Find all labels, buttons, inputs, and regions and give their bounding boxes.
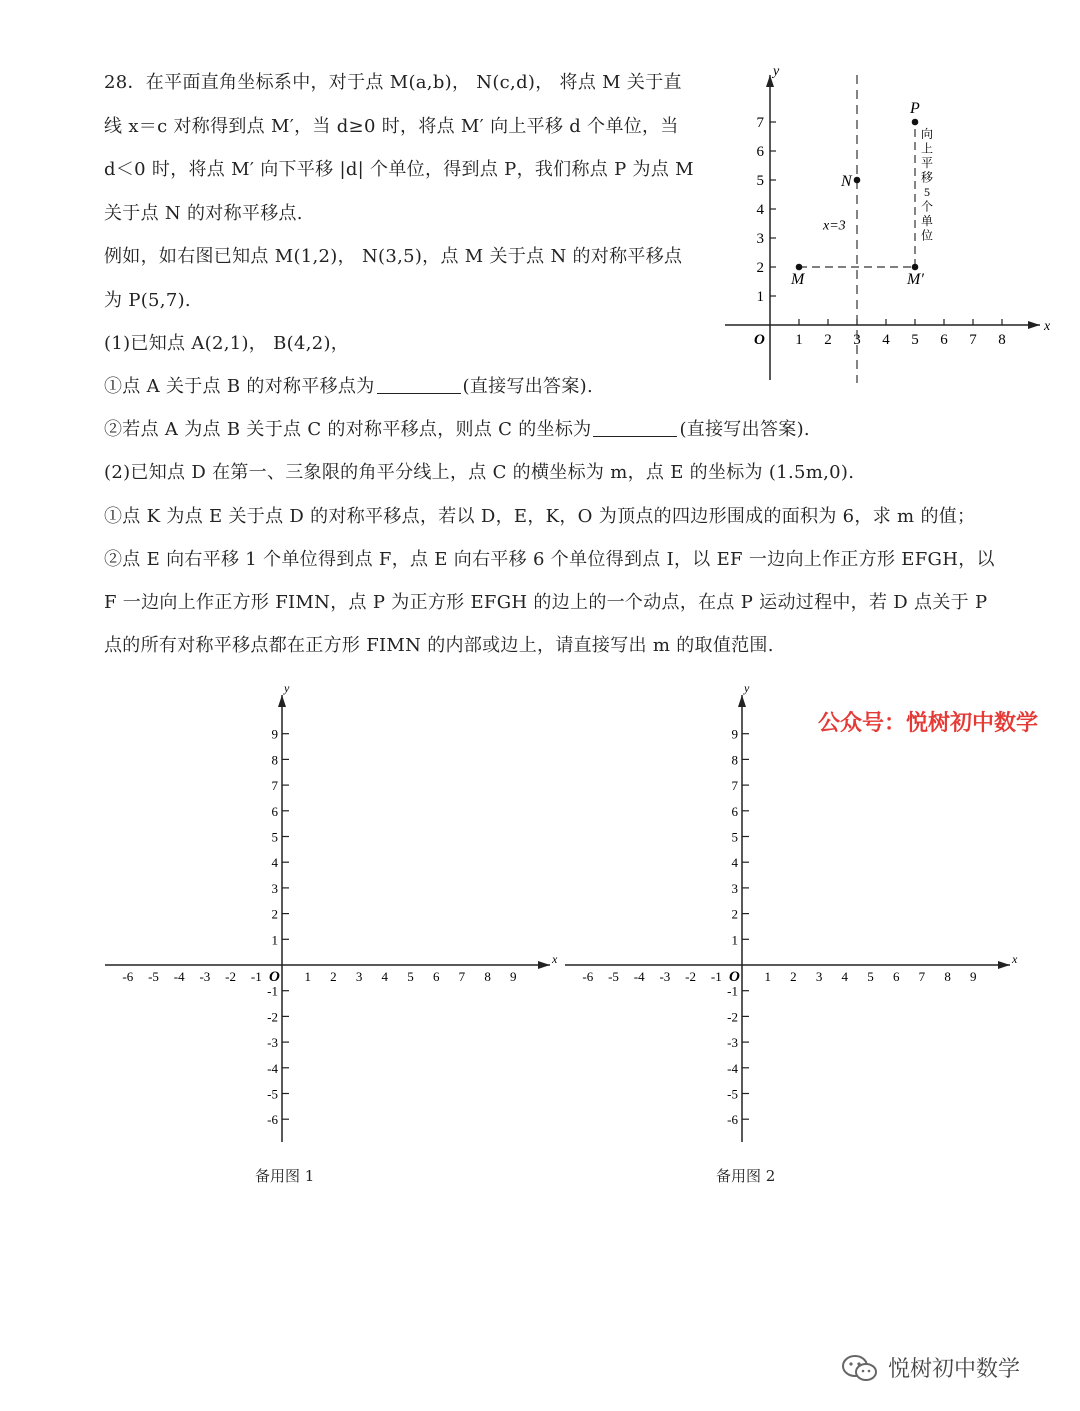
- grid2-y-tick-label: -6: [727, 1112, 738, 1128]
- grid1-y-axis-label: y: [284, 681, 290, 695]
- grid1-y-tick-label: -6: [267, 1112, 278, 1128]
- grid2-x-axis-label: x: [1012, 952, 1018, 966]
- x-tick-label: 8: [998, 332, 1006, 348]
- grid1-x-tick-label: 3: [355, 969, 363, 984]
- x-tick-label: 2: [824, 332, 832, 348]
- grid1-y-tick-label: 4: [271, 855, 278, 871]
- answer-blank-1[interactable]: [377, 375, 461, 394]
- point-label: P: [910, 100, 920, 117]
- part1-intro: (1)已知点 A(2,1)， B(4,2)，: [104, 333, 350, 354]
- grid2-x-tick-label: -4: [633, 969, 645, 984]
- point-label: M: [791, 271, 805, 288]
- y-tick-label: 6: [756, 144, 764, 160]
- origin-label: O: [754, 332, 765, 348]
- caption-fig-2: 备用图 2: [716, 1167, 776, 1185]
- part1-question-1: [104, 372, 593, 398]
- x-axis-arrow: [1028, 321, 1040, 329]
- grid2-y-tick-label: 3: [731, 880, 738, 896]
- q2-suffix: (直接写出答案).: [679, 419, 810, 440]
- point-marker: [854, 177, 861, 184]
- grid2-y-tick-label: 4: [731, 855, 738, 871]
- grid1-y-tick-label: 7: [271, 778, 278, 794]
- grid2-x-axis-arrow: [998, 961, 1010, 969]
- y-tick-label: 7: [756, 115, 764, 131]
- footer-account-name: 悦树初中数学: [888, 1357, 1021, 1382]
- q1-suffix: (直接写出答案).: [462, 376, 593, 397]
- grid1-y-tick-label: 3: [271, 880, 278, 896]
- shift-annotation-char: 单: [920, 213, 934, 228]
- grid2-y-tick-label: 7: [731, 778, 738, 794]
- grid2-y-tick-label: 2: [731, 906, 738, 922]
- spare-grid-1: [95, 675, 565, 1150]
- grid2-x-tick-label: -5: [608, 969, 619, 984]
- point-label: M′: [907, 271, 924, 288]
- part2-intro: (2)已知点 D 在第一、三象限的角平分线上，点 C 的横坐标为 m，点 E 的坐标为 (1.5m,0).: [104, 462, 855, 483]
- shift-annotation-char: 5: [924, 184, 930, 199]
- grid1-y-tick-label: 2: [271, 906, 278, 922]
- grid2-y-tick-label: 6: [731, 803, 738, 819]
- part2-question-2-line-1: ②点 E 向右平移 1 个单位得到点 F，点 E 向右平移 6 个单位得到点 I，以 EF 一边向上作正方形 EFGH，以: [104, 549, 995, 570]
- grid2-x-tick-label: 9: [970, 969, 977, 984]
- grid2-y-tick-label: -3: [727, 1035, 738, 1051]
- x-tick-label: 1: [795, 332, 803, 348]
- y-tick-label: 1: [756, 289, 764, 305]
- grid1-y-tick-label: 5: [271, 829, 278, 845]
- grid2-y-tick-label: -5: [727, 1086, 738, 1102]
- grid2-x-tick-label: 4: [841, 969, 849, 984]
- answer-blank-2[interactable]: [593, 418, 677, 437]
- x-tick-label: 4: [882, 332, 890, 348]
- shift-annotation-char: 移: [920, 170, 934, 185]
- shift-annotation-char: 上: [920, 141, 934, 156]
- point-label: N: [841, 173, 852, 190]
- grid2-x-tick-label: -3: [659, 969, 671, 984]
- grid2-y-axis-arrow: [738, 695, 746, 707]
- grid2-x-tick-label: 3: [815, 969, 823, 984]
- symmetry-line-label: x=3: [823, 218, 846, 234]
- y-tick-label: 5: [756, 173, 764, 189]
- grid2-y-tick-label: -2: [727, 1009, 738, 1025]
- y-tick-label: 2: [756, 260, 764, 276]
- grid1-x-tick-label: 2: [330, 969, 337, 984]
- grid1-x-tick-label: 6: [432, 969, 440, 984]
- grid1-y-tick-label: 6: [271, 803, 278, 819]
- point-marker: [912, 119, 919, 126]
- watermark-text: 公众号：悦树初中数学: [818, 711, 1039, 736]
- spare-grid-2: [555, 675, 1025, 1150]
- grid2-y-tick-label: 8: [731, 752, 738, 768]
- grid1-y-tick-label: -5: [267, 1086, 278, 1102]
- y-tick-label: 3: [756, 231, 764, 247]
- grid2-y-tick-label: 1: [731, 932, 738, 948]
- grid1-x-tick-label: -4: [173, 969, 185, 984]
- grid1-y-tick-label: -2: [267, 1009, 278, 1025]
- grid1-x-tick-label: 9: [510, 969, 517, 984]
- x-tick-label: 7: [969, 332, 977, 348]
- wechat-icon: [840, 1353, 880, 1383]
- part1-question-2: [104, 415, 810, 441]
- grid1-y-tick-label: 1: [271, 932, 278, 948]
- point-marker: [796, 264, 803, 271]
- part2-question-2-line-3: 点的所有对称平移点都在正方形 FIMN 的内部或边上，请直接写出 m 的取值范围.: [104, 635, 774, 656]
- shift-annotation-char: 平: [920, 155, 934, 170]
- example-coordinate-figure: [720, 55, 1060, 395]
- grid1-x-tick-label: -6: [122, 969, 134, 984]
- grid1-y-tick-label: 8: [271, 752, 278, 768]
- grid1-x-tick-label: -1: [250, 969, 262, 984]
- shift-annotation-char: 位: [920, 228, 934, 243]
- grid1-x-tick-label: 5: [407, 969, 414, 984]
- problem-line-4: 关于点 N 的对称平移点.: [104, 203, 303, 224]
- x-tick-label: 5: [911, 332, 919, 348]
- problem-line-2: 线 x＝c 对称得到点 M′，当 d≥0 时，将点 M′ 向上平移 d 个单位，当: [104, 116, 679, 137]
- q2-text: ②若点 A 为点 B 关于点 C 的对称平移点，则点 C 的坐标为: [104, 419, 592, 440]
- grid2-y-tick-label: 9: [731, 726, 738, 742]
- part2-question-2-line-2: F 一边向上作正方形 FIMN，点 P 为正方形 EFGH 的边上的一个动点，在点 P 运动过程中，若 D 点关于 P: [104, 592, 988, 613]
- grid1-x-axis-arrow: [538, 961, 550, 969]
- grid1-origin-label: O: [269, 969, 280, 985]
- x-tick-label: 6: [940, 332, 948, 348]
- problem-line-1: 28．在平面直角坐标系中，对于点 M(a,b)， N(c,d)， 将点 M 关于直: [104, 72, 682, 93]
- caption-fig-1: 备用图 1: [255, 1167, 315, 1185]
- grid1-x-tick-label: -3: [199, 969, 211, 984]
- grid1-y-axis-arrow: [278, 695, 286, 707]
- grid2-y-tick-label: 5: [731, 829, 738, 845]
- grid1-x-tick-label: -2: [225, 969, 237, 984]
- grid2-x-tick-label: -1: [710, 969, 722, 984]
- y-tick-label: 4: [756, 202, 764, 218]
- problem-line-5: 例如，如右图已知点 M(1,2)， N(3,5)，点 M 关于点 N 的对称平移点: [104, 246, 683, 267]
- grid1-x-tick-label: 7: [458, 969, 466, 984]
- grid2-x-tick-label: 5: [867, 969, 874, 984]
- q1-text: ①点 A 关于点 B 的对称平移点为: [104, 376, 375, 397]
- grid2-x-tick-label: -2: [685, 969, 697, 984]
- grid1-y-tick-label: -4: [267, 1060, 278, 1076]
- x-tick-label: 3: [853, 332, 861, 348]
- grid2-x-tick-label: 1: [764, 969, 771, 984]
- grid2-y-axis-label: y: [744, 681, 750, 695]
- grid1-y-tick-label: 9: [271, 726, 278, 742]
- grid2-x-tick-label: -6: [582, 969, 594, 984]
- footer-brand: [840, 1352, 1020, 1383]
- part2-question-1: ①点 K 为点 E 关于点 D 的对称平移点，若以 D，E，K，O 为顶点的四边形围成的面积为 6，求 m 的值；: [104, 506, 976, 527]
- grid1-x-tick-label: 8: [484, 969, 491, 984]
- grid2-y-tick-label: -1: [727, 983, 738, 999]
- grid2-origin-label: O: [729, 969, 740, 985]
- grid2-x-tick-label: 2: [790, 969, 797, 984]
- problem-line-6: 为 P(5,7).: [104, 290, 191, 311]
- shift-annotation-char: 个: [920, 199, 934, 214]
- shift-annotation-char: 向: [920, 126, 934, 141]
- grid1-x-tick-label: -5: [148, 969, 159, 984]
- point-marker: [912, 264, 919, 271]
- x-axis-label: x: [1044, 319, 1051, 334]
- grid1-x-tick-label: 4: [381, 969, 389, 984]
- problem-line-3: d＜0 时，将点 M′ 向下平移 |d| 个单位，得到点 P，我们称点 P 为点 M: [104, 159, 694, 180]
- grid2-x-tick-label: 6: [892, 969, 900, 984]
- grid2-y-tick-label: -4: [727, 1060, 738, 1076]
- grid1-y-tick-label: -1: [267, 983, 278, 999]
- y-axis-label: y: [773, 64, 780, 79]
- grid1-x-tick-label: 1: [304, 969, 311, 984]
- grid1-y-tick-label: -3: [267, 1035, 278, 1051]
- grid2-x-tick-label: 8: [944, 969, 951, 984]
- grid2-x-tick-label: 7: [918, 969, 926, 984]
- grid1-x-axis-label: x: [552, 952, 558, 966]
